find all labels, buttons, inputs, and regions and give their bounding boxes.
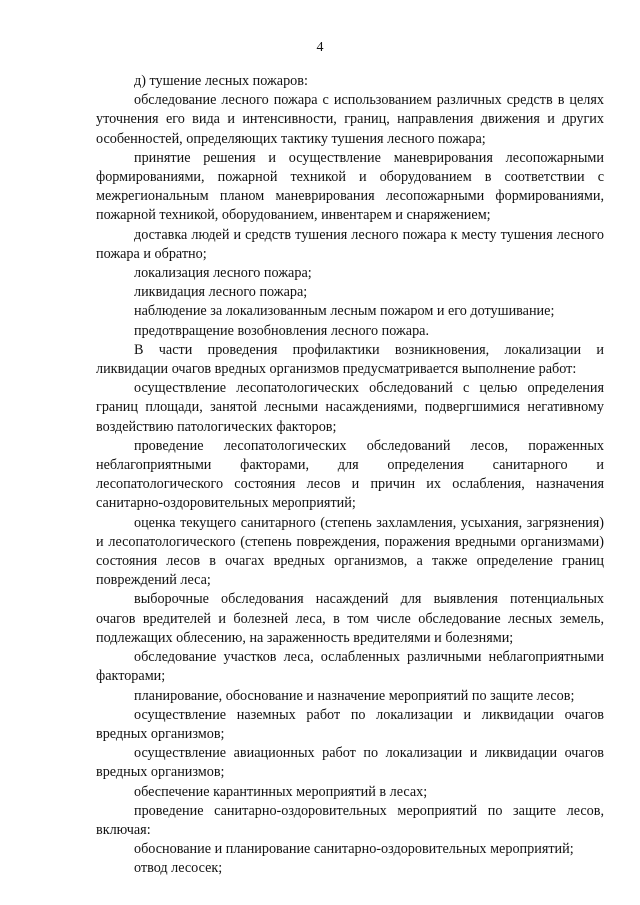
paragraph: осуществление лесопатологических обследований с целью определения границ площади, занятой лесными насаждениями, подвергшимися негативному воздействию патологических факторов; [96, 380, 604, 435]
paragraph: ликвидация лесного пожара; [134, 284, 308, 301]
paragraph: обследование участков леса, ослабленных различными неблагоприятными факторами; [96, 649, 604, 685]
document-body [96, 72, 604, 879]
paragraph: предотвращение возобновления лесного пожара. [134, 322, 430, 339]
paragraph: обоснование и планирование санитарно-оздоровительных мероприятий; [134, 841, 574, 858]
paragraph: обеспечение карантинных мероприятий в лесах; [134, 783, 428, 800]
paragraph: оценка текущего санитарного (степень захламления, усыхания, загрязнения) и лесопатологического (степень повреждения, поражения вредными организмами) состояния лесов в очагах вредных организмов, а также определение границ повреждений леса; [96, 514, 604, 589]
paragraph: выборочные обследования насаждений для выявления потенциальных очагов вредителей и болезней леса, в том числе обследование лесных земель, подлежащих облесению, на зараженность вредителями и болезнями; [96, 591, 604, 646]
paragraph: д) тушение лесных пожаров: [134, 73, 308, 89]
paragraph: локализация лесного пожара; [134, 265, 312, 282]
paragraph: проведение санитарно-оздоровительных мероприятий по защите лесов, включая: [96, 802, 604, 838]
paragraph: принятие решения и осуществление маневрирования лесопожарными формированиями, пожарной техникой и оборудованием в соответствии с межрегиональным планом маневрирования лесопожарными формированиями, пожарной техникой, оборудованием, инвентарем и снаряжением; [96, 149, 604, 224]
paragraph: отвод лесосек; [134, 860, 223, 877]
paragraph: доставка людей и средств тушения лесного пожара к месту тушения лесного пожара и обратно; [96, 226, 604, 262]
page-number: 4 [316, 40, 324, 55]
paragraph: обследование лесного пожара с использованием различных средств в целях уточнения его вида и интенсивности, границ, направления движения и других особенностей, определяющих тактику тушения лесного пожара; [96, 92, 604, 147]
paragraph: проведение лесопатологических обследований лесов, пораженных неблагоприятными факторами, для определения санитарного и лесопатологического состояния лесов и причин их ослабления, назначения санитарно-оздоровительных мероприятий; [96, 437, 604, 512]
paragraph: В части проведения профилактики возникновения, локализации и ликвидации очагов вредных организмов предусматривается выполнение работ: [96, 341, 604, 378]
paragraph: осуществление авиационных работ по локализации и ликвидации очагов вредных организмов; [96, 745, 604, 781]
paragraph: наблюдение за локализованным лесным пожаром и его дотушивание; [134, 303, 555, 320]
paragraph: планирование, обоснование и назначение мероприятий по защите лесов; [134, 687, 575, 704]
paragraph: осуществление наземных работ по локализации и ликвидации очагов вредных организмов; [96, 706, 604, 742]
